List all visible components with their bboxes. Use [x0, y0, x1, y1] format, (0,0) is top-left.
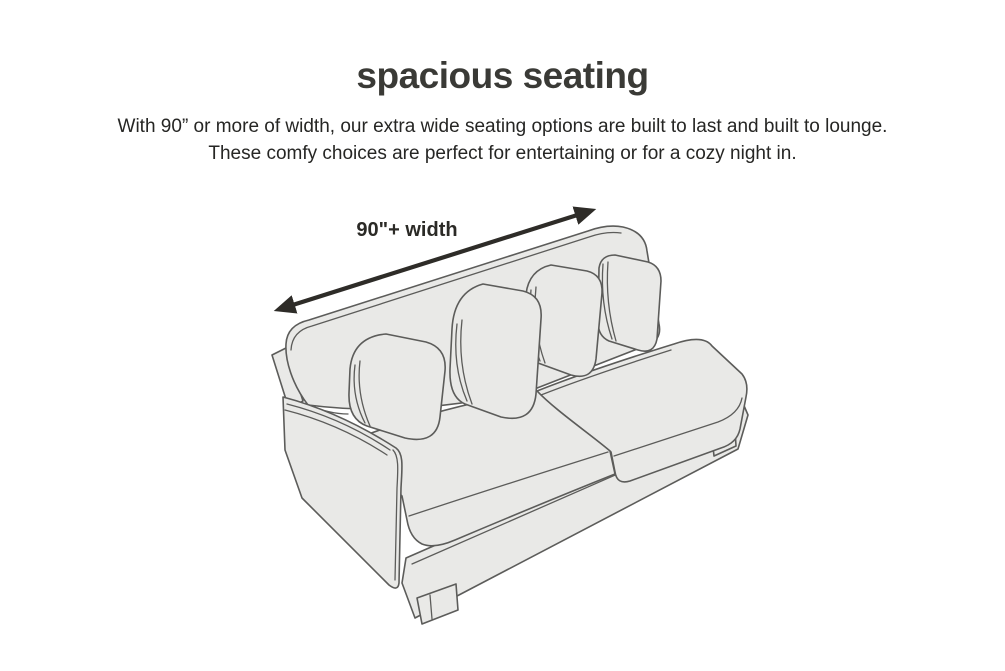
pillow-1-face	[349, 334, 445, 439]
pillow-4	[598, 255, 661, 351]
subtitle-line-2: These comfy choices are perfect for entertaining or for a cozy night in.	[208, 142, 797, 164]
pillow-1	[349, 334, 445, 439]
pillow-2-face	[450, 284, 541, 418]
dimension-label: 90"+ width	[356, 219, 458, 241]
sofa-illustration	[250, 198, 770, 663]
pillow-2	[450, 284, 541, 418]
page-title: spacious seating	[356, 55, 649, 96]
page-subtitle	[0, 114, 1005, 167]
sofa-drawing	[272, 226, 748, 624]
spacious-seating-diagram	[250, 198, 770, 663]
subtitle-line-1: With 90” or more of width, our extra wide seating options are built to last and built to lounge.	[117, 116, 888, 137]
